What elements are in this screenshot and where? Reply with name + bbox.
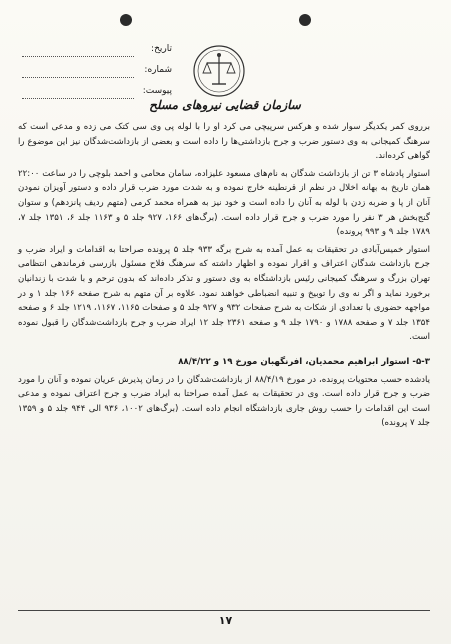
judiciary-emblem-icon [192,44,246,98]
letter-meta [22,42,172,105]
footer-divider [18,610,430,611]
section-paragraph: یادشده حسب محتویات پرونده، در مورخ ۸۸/۴/۱۹ از بازداشت‌شدگان را در زمان پذیرش عریان نموده و آنان را مورد ضرب و جرح قرار داده است. وی در تحقیقات به عمل آمده صراحتا به ایراد ضرب و جرح اعتراف نموده و مدعی است این اقدامات را حسب روش جاری بازداشتگاه انجام داده است. (برگ‌های ۱۰۰۲، ۹۳۶ الی ۹۴۴ جلد ۵ و ۱۳۵۹ جلد ۷ پرونده) [18,374,431,429]
number-row [22,63,172,84]
document-body [18,120,430,434]
paragraph-1: برروی کمر یکدیگر سوار شده و هرکس سرپیچی می کرد او را با لوله پی وی سی کتک می زده و مدعی است که سرهنگ کمیجانی به وی دستور ضرب و جرح بازداشتی‌ها را داده است و بعضی از بازداشت‌شدگان نیز این موضوع را گواهی کرده‌اند. [18,122,430,162]
punch-hole-right [299,14,311,26]
letterhead [0,38,451,118]
section-title: ۵-۳- استوار ابراهیم محمدیان، افرنگهبان مورخ ۱۹ و ۸۸/۴/۲۲ [178,356,430,367]
date-label: تاریخ: [151,44,172,54]
paragraph-3: استوار خمیس‌آبادی در تحقیقات به عمل آمده به شرح برگه ۹۳۳ جلد ۵ پرونده صراحتا به اقدامات و ایراد ضرب و جرح بازداشت شدگان اعتراف و اقرار نموده و اظهار داشته که سرهنگ فلاح مسئول بازرسی فرماندهی انتظامی تهران بزرگ و سرهنگ کمیجانی رئیس بازداشتگاه به وی دستور و تذکر داده‌اند که بدون ترحم و با شدت با زندانیان برخورد نماید و اگر نه وی را توبیخ و تنبیه انضباطی خواهند نمود. علاوه بر آن متهم به شرح صفحه ۱۶۶ جلد ۱ و در مواجهه حضوری با تعدادی از شکات به شرح صفحات ۹۳۲ و ۹۲۷ جلد ۵ و صفحات ۱۱۶۵، ۱۱۶۷، ۱۲۱۹ جلد ۶ و صفحه ۱۳۵۴ جلد ۷ و صفحه ۱۷۸۸ و ۱۷۹۰ جلد ۹ و صفحه ۲۳۶۱ جلد ۱۲ ایراد ضرب و جرح بازداشت‌شدگان را قبول نموده است. [18,244,430,343]
attachment-label: پیوست: [142,86,172,96]
punch-hole-left [120,14,132,26]
number-label: شماره: [144,65,172,75]
date-row [22,42,172,63]
organization-name: سازمان قضایی نیروهای مسلح [149,98,301,112]
paragraph-2: استوار پادشاه ۳ تن از بازداشت شدگان به نام‌های مسعود علیزاده، سامان محامی و احمد بلوچی را در ساعت ۲۲:۰۰ همان تاریخ به بهانه اخلال در نظم از قرنطینه خارج نموده و به شدت مورد ضرب قرار داده و دستور آویزان نمودن آنان از پا و ضربه زدن با لوله به آنان را داده است و خود نیز به همراه محمد کرمی (متهم ردیف پانزدهم) و ستوان گنج‌بخش هر ۳ نفر را مورد ضرب و جرح قرار داده است. (برگ‌های ۱۶۶، ۹۲۷ جلد ۵ و ۱۱۶۳ جلد ۶، ۱۳۵۱ جلد ۷، ۱۷۸۹ جلد ۹ و ۹۹۳ پرونده) [18,168,430,238]
page-number: ۱۷ [218,614,233,627]
